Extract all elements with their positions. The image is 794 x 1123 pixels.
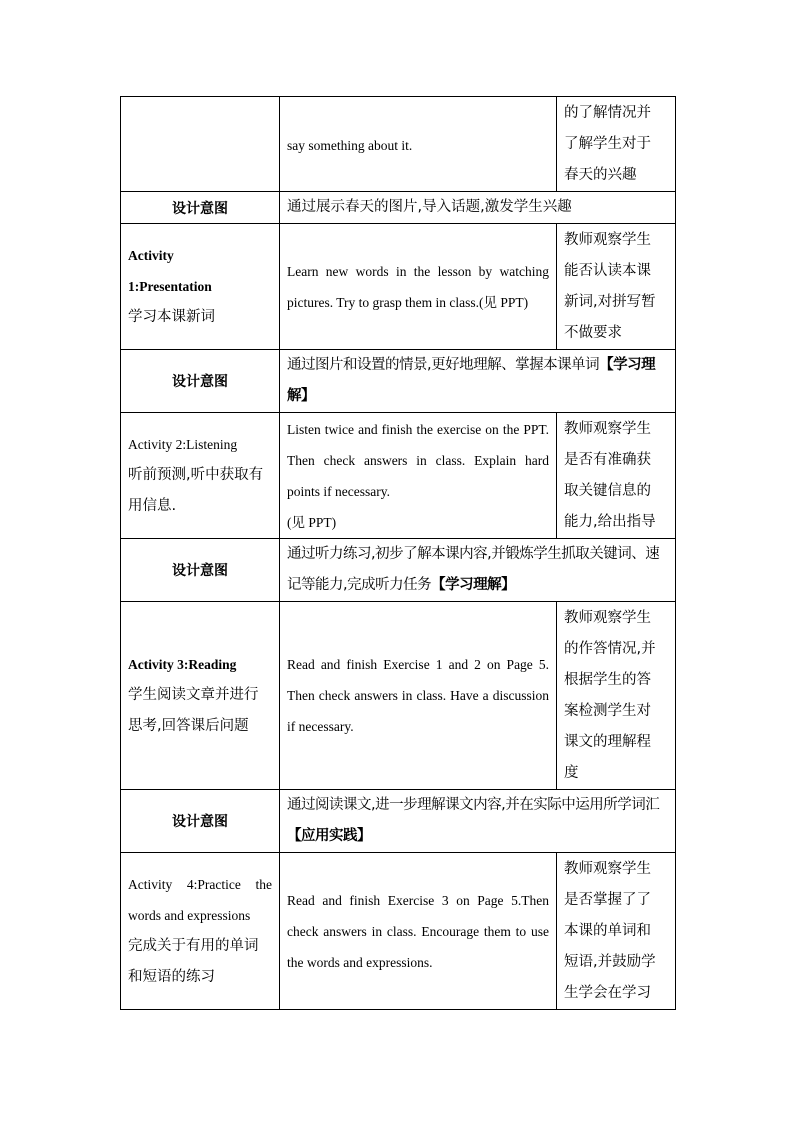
evaluation-cell bbox=[557, 853, 676, 1010]
content-cell bbox=[280, 853, 557, 1010]
table-row bbox=[121, 224, 676, 350]
evaluation-text: 取关键信息的 bbox=[564, 482, 651, 499]
evaluation-cell bbox=[557, 97, 676, 192]
evaluation-text: 度 bbox=[564, 764, 579, 781]
design-intent-text bbox=[280, 350, 676, 413]
evaluation-text: 案检测学生对 bbox=[564, 702, 651, 719]
evaluation-text: 教师观察学生 bbox=[564, 231, 651, 248]
evaluation-text: 能力,给出指导 bbox=[564, 513, 656, 530]
evaluation-cell bbox=[557, 413, 676, 539]
evaluation-text: 教师观察学生 bbox=[564, 860, 651, 877]
intent-text: 通过展示春天的图片,导入话题,激发学生兴趣 bbox=[287, 199, 572, 215]
activity-subtitle: 学生阅读文章并进行思考,回答课后问题 bbox=[128, 687, 259, 734]
evaluation-text: 生学会在学习 bbox=[564, 984, 651, 1001]
evaluation-text: 课文的理解程 bbox=[564, 733, 651, 750]
activity-subtitle: 学习本课新词 bbox=[128, 309, 215, 325]
activity-cell bbox=[121, 853, 280, 1010]
evaluation-cell bbox=[557, 602, 676, 790]
activity-title: Activity 2:Listening bbox=[128, 437, 238, 452]
activity-cell bbox=[121, 224, 280, 350]
table-row bbox=[121, 602, 676, 790]
activity-cell bbox=[121, 602, 280, 790]
design-intent-text bbox=[280, 192, 676, 224]
evaluation-text: 的作答情况,并 bbox=[564, 640, 656, 657]
table-row bbox=[121, 539, 676, 602]
evaluation-text: 不做要求 bbox=[564, 324, 622, 341]
content-reference: (见 PPT) bbox=[287, 514, 337, 530]
lesson-plan-table bbox=[120, 96, 676, 1010]
intent-mark: 【学习理解】 bbox=[431, 577, 516, 593]
evaluation-text: 是否有准确获 bbox=[564, 451, 651, 468]
table-row bbox=[121, 192, 676, 224]
evaluation-text: 根据学生的答 bbox=[564, 671, 651, 688]
evaluation-text: 能否认读本课 bbox=[564, 262, 651, 279]
evaluation-text: 的了解情况并 bbox=[564, 104, 651, 121]
design-intent-text bbox=[280, 790, 676, 853]
design-intent-text bbox=[280, 539, 676, 602]
activity-title: Activity 4:Practice the words and expressions bbox=[128, 877, 272, 923]
content-text: say something about it. bbox=[287, 137, 413, 153]
activity-cell bbox=[121, 413, 280, 539]
table-row bbox=[121, 790, 676, 853]
content-text: Listen twice and finish the exercise on the PPT. Then check answers in class. Explain hard points if necessary. bbox=[287, 421, 549, 499]
activity-subtitle: 听前预测,听中获取有用信息. bbox=[128, 467, 264, 514]
evaluation-text: 本课的单词和 bbox=[564, 922, 651, 939]
content-text: Learn new words in the lesson by watching pictures. Try to grasp them in class.(见 PPT) bbox=[287, 263, 549, 310]
content-cell bbox=[280, 97, 557, 192]
evaluation-text: 春天的兴趣 bbox=[564, 166, 637, 183]
content-text: Read and finish Exercise 1 and 2 on Page 5. Then check answers in class. Have a discussion if necessary. bbox=[287, 657, 549, 734]
table-row bbox=[121, 97, 676, 192]
intent-mark: 【应用实践】 bbox=[287, 828, 371, 844]
intent-text: 通过图片和设置的情景,更好地理解、掌握本课单词 bbox=[287, 357, 600, 373]
design-intent-label: 设计意图 bbox=[121, 539, 280, 602]
evaluation-cell bbox=[557, 224, 676, 350]
content-text: Read and finish Exercise 3 on Page 5.Then check answers in class. Encourage them to use the words and expressions. bbox=[287, 892, 549, 970]
activity-cell bbox=[121, 97, 280, 192]
evaluation-text: 新词,对拼写暂 bbox=[564, 293, 656, 310]
evaluation-text: 教师观察学生 bbox=[564, 609, 651, 626]
content-cell bbox=[280, 413, 557, 539]
content-cell bbox=[280, 224, 557, 350]
evaluation-text: 短语,并鼓励学 bbox=[564, 953, 656, 970]
content-cell bbox=[280, 602, 557, 790]
intent-text: 通过阅读课文,进一步理解课文内容,并在实际中运用所学词汇 bbox=[287, 797, 660, 813]
activity-subtitle: 完成关于有用的单词和短语的练习 bbox=[128, 938, 259, 985]
activity-title: Activity 3:Reading bbox=[128, 657, 237, 672]
design-intent-label: 设计意图 bbox=[121, 790, 280, 853]
intent-mark: 【学习理解】 bbox=[287, 357, 656, 404]
activity-title: 1:Presentation bbox=[128, 279, 212, 294]
intent-text: 通过听力练习,初步了解本课内容,并锻炼学生抓取关键词、速记等能力,完成听力任务 bbox=[287, 546, 660, 593]
table-row bbox=[121, 350, 676, 413]
table-row bbox=[121, 413, 676, 539]
table-row bbox=[121, 853, 676, 1010]
evaluation-text: 了解学生对于 bbox=[564, 135, 651, 152]
evaluation-text: 教师观察学生 bbox=[564, 420, 651, 437]
design-intent-label: 设计意图 bbox=[121, 350, 280, 413]
design-intent-label: 设计意图 bbox=[121, 192, 280, 224]
activity-title: Activity bbox=[128, 248, 174, 263]
evaluation-text: 是否掌握了了 bbox=[564, 891, 651, 908]
